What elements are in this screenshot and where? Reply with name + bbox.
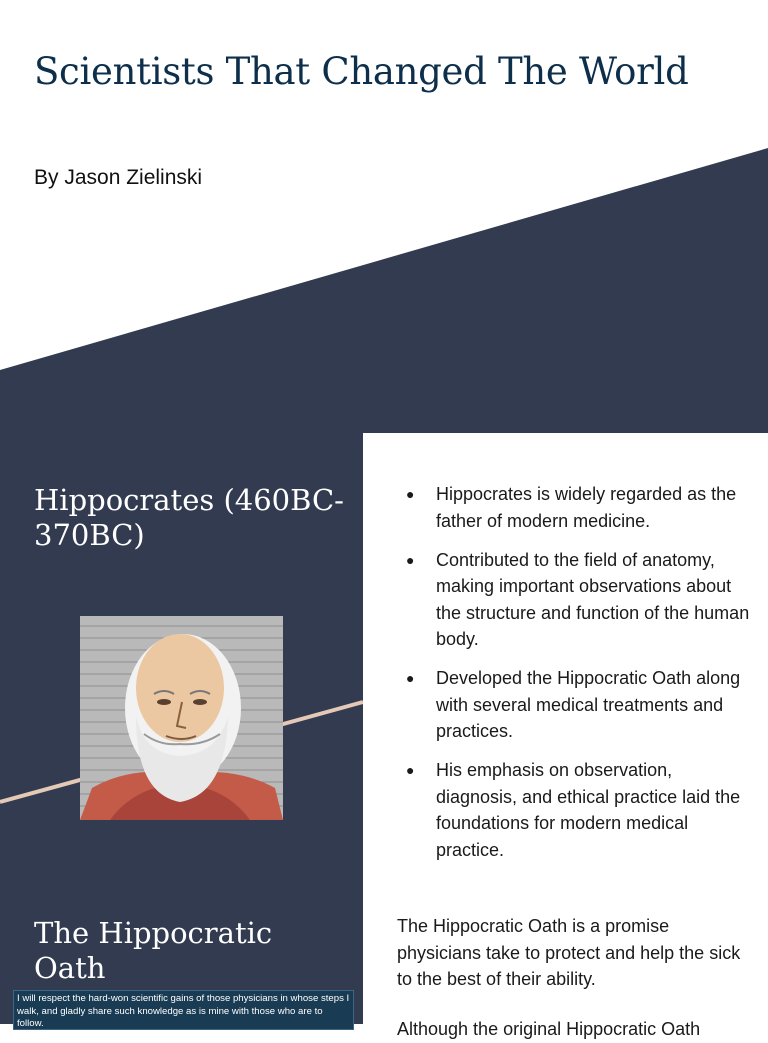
hippocrates-portrait <box>80 616 283 820</box>
bullet-icon: ● <box>406 762 415 778</box>
bullet-icon: ● <box>406 670 415 686</box>
author-byline: By Jason Zielinski <box>34 166 203 189</box>
list-item: ● Developed the Hippocratic Oath along with several medical treatments and practices. <box>406 665 751 745</box>
list-item: ● Hippocrates is widely regarded as the father of modern medicine. <box>406 481 751 534</box>
hippocrates-bullet-list <box>406 481 751 876</box>
page-title: Scientists That Changed The World <box>34 50 689 93</box>
bullet-icon: ● <box>406 486 415 502</box>
bullet-icon: ● <box>406 551 415 568</box>
section-heading-oath: The Hippocratic Oath <box>34 916 273 985</box>
list-item: ● Contributed to the field of anatomy, making important observations about the structure and function of the human body. <box>406 547 751 653</box>
oath-description-continued: Although the original Hippocratic Oath <box>397 1019 701 1039</box>
list-item: ● His emphasis on observation, diagnosis, and ethical practice laid the foundations for modern medical practice. <box>406 757 751 863</box>
oath-description: The Hippocratic Oath is a promise physicians take to protect and help the sick to the best of their ability. <box>397 916 741 989</box>
section-heading-hippocrates: Hippocrates (460BC-370BC) <box>34 483 344 552</box>
oath-quote-box: I will respect the hard-won scientific gains of those physicians in whose steps I walk, and gladly share such knowledge as is mine with those who are to follow. <box>13 990 354 1030</box>
